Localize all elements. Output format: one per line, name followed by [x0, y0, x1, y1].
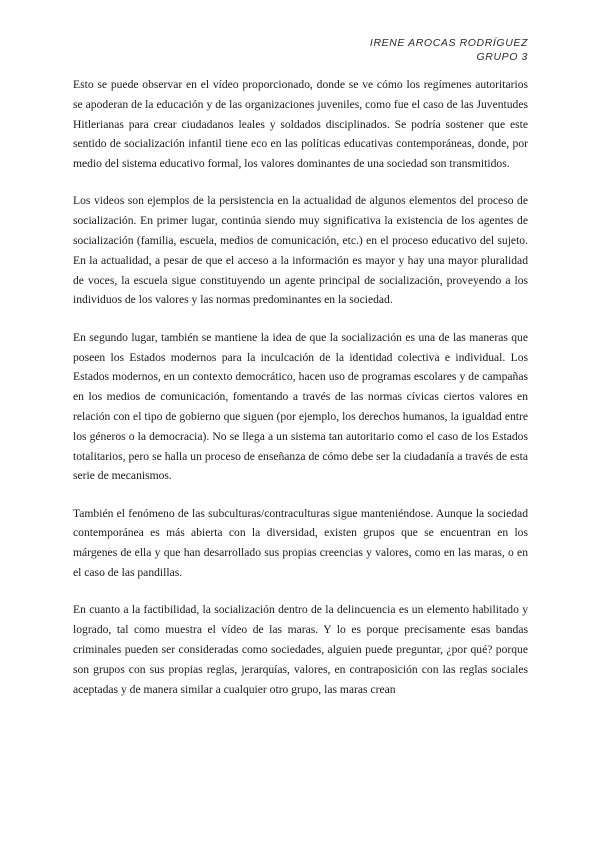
paragraph-4: También el fenómeno de las subculturas/contraculturas sigue manteniéndose. Aunque la sociedad contemporánea es más abierta con la diversidad, existen grupos que se encuentran en los márgenes de ella y que han desarrollado sus propias creencias y valores, como en las maras, o en el caso de las pandillas. — [73, 506, 528, 580]
paragraph-1: Esto se puede observar en el vídeo proporcionado, donde se ve cómo los regímenes autoritarios se apoderan de la educación y de las organizaciones juveniles, como fue el caso de las Juventudes Hitlerianas para crear ciudadanos leales y soldados disciplinados. Se podría sostener que este sentido de socialización infantil tiene eco en las políticas educativas contemporáneas, donde, por medio del sistema educativo formal, los valores dominantes de una sociedad son transmitidos. — [73, 78, 528, 171]
document-body — [73, 75, 528, 699]
page-header — [370, 36, 528, 64]
paragraph-2: Los videos son ejemplos de la persistencia en la actualidad de algunos elementos del proceso de socialización. En primer lugar, continúa siendo muy significativa la existencia de los agentes de socialización (familia, escuela, medios de comunicación, etc.) en el proceso educativo del sujeto. En la actualidad, a pesar de que el acceso a la información es mayor y hay una mayor pluralidad de voces, la escuela sigue constituyendo un agente principal de socialización, proveyendo a los individuos de los valores y las normas predominantes en la sociedad. — [73, 194, 528, 307]
group-label: GRUPO 3 — [476, 51, 528, 63]
paragraph-5: En cuanto a la factibilidad, la socialización dentro de la delincuencia es un elemento habilitado y logrado, tal como muestra el vídeo de las maras. Y lo es porque precisamente esas bandas criminales pueden ser consideradas como sociedades, alguien puede preguntar, ¿por qué? porque son grupos con sus propias reglas, jerarquías, valores, en contraposición con las reglas sociales aceptadas y de manera similar a cualquier otro grupo, las maras crean — [73, 603, 528, 696]
author-name: IRENE AROCAS RODRÍGUEZ — [369, 37, 528, 49]
paragraph-3: En segundo lugar, también se mantiene la idea de que la socialización es una de las maneras que poseen los Estados modernos para la inculcación de la identidad colectiva e individual. Los Estados modernos, en un contexto democrático, hacen uso de programas escolares y de campañas en los medios de comunicación, fomentando a través de las normas cívicas ciertos valores en relación con el tipo de gobierno que siguen (por ejemplo, los derechos humanos, la igualdad entre los géneros o la democracia). No se llega a un sistema tan autoritario como el caso de los Estados totalitarios, pero se halla un proceso de enseñanza de cómo debe ser la ciudadanía a través de esta serie de mecanismos. — [73, 330, 528, 483]
